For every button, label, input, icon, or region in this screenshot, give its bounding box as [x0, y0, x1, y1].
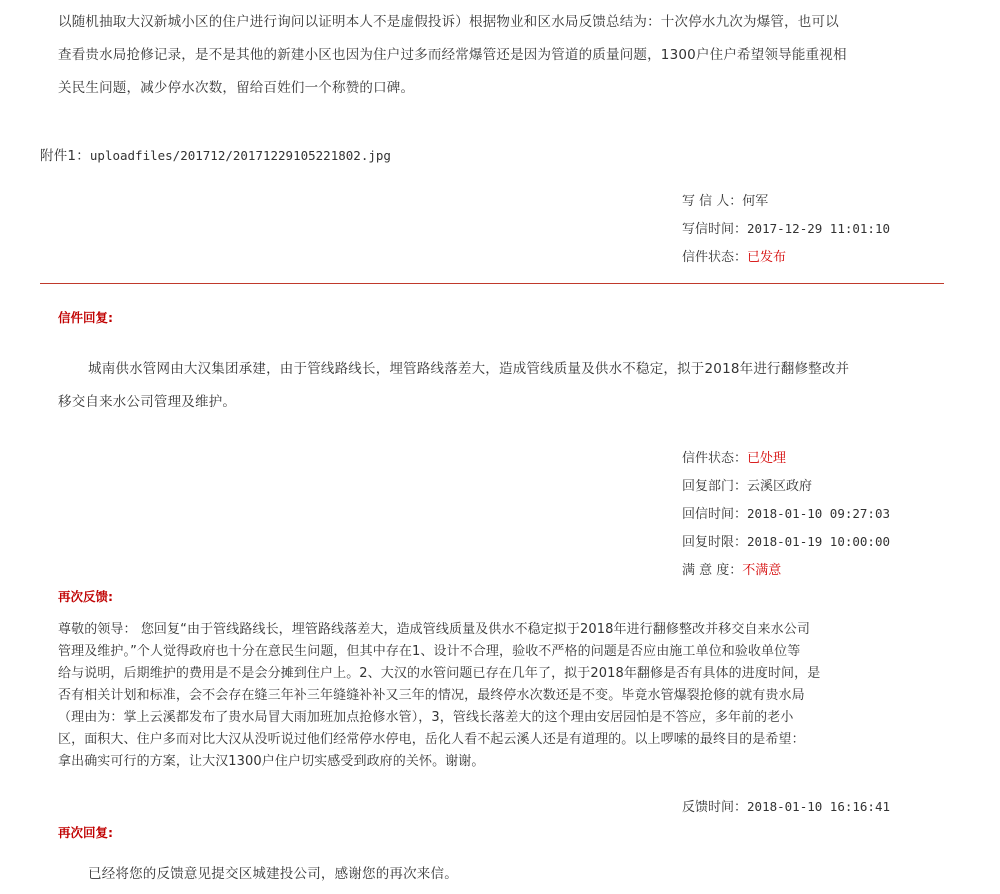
- write-time-row: [682, 218, 890, 237]
- reply-status-row: [682, 447, 786, 466]
- feedback-body-line: 尊敬的领导： 您回复“由于管线路线长，埋管路线落差大，造成管线质量及供水不稳定拟于2018年进行翻修整改并移交自来水公司: [58, 622, 810, 637]
- feedback-body-line: 管理及维护。”个人觉得政府也十分在意民生问题，但其中存在1、设计不合理，验收不严格的问题是否应由施工单位和验收单位等: [58, 644, 801, 659]
- feedback-body-line: 否有相关计划和标准，会不会存在缝三年补三年缝缝补补又三年的情况，最终停水次数还是不变。毕竟水管爆裂抢修的就有贵水局: [58, 688, 805, 703]
- section-divider: [40, 283, 944, 284]
- re-reply-body: 已经将您的反馈意见提交区城建投公司，感谢您的再次来信。: [88, 866, 458, 882]
- feedback-body-line: 给与说明，后期维护的费用是不是会分摊到住户上。2、大汉的水管问题已存在几年了，拟于2018年翻修是否有具体的进度时间，是: [58, 666, 821, 681]
- feedback-body-line: 区，面积大、住户多而对比大汉从没听说过他们经常停水停电，岳化人看不起云溪人还是有道理的。以上啰嗦的最终目的是希望：: [58, 732, 805, 747]
- letter-status-value: 已发布: [747, 250, 787, 265]
- write-time-label: 写信时间：: [682, 222, 748, 237]
- satisfaction-row: [682, 559, 781, 578]
- writer-row: [682, 190, 768, 209]
- writer-label: 写 信 人：: [682, 194, 743, 209]
- attachment-link[interactable]: uploadfiles/201712/20171229105221802.jpg: [89, 148, 391, 163]
- satisfaction-label: 满 意 度：: [682, 563, 743, 578]
- reply-title: 信件回复:: [58, 310, 113, 325]
- reply-status-value: 已处理: [747, 451, 787, 466]
- reply-deadline-row: [682, 531, 890, 550]
- reply-body-line: 城南供水管网由大汉集团承建，由于管线路线长，埋管路线落差大，造成管线质量及供水不稳定，拟于2018年进行翻修整改并: [88, 361, 850, 377]
- feedback-title: 再次反馈:: [58, 589, 113, 604]
- reply-status-label: 信件状态：: [682, 451, 748, 466]
- reply-dept-row: [682, 475, 812, 494]
- letter-status-label: 信件状态：: [682, 250, 748, 265]
- reply-dept-label: 回复部门：: [682, 479, 748, 494]
- reply-time-row: [682, 503, 890, 522]
- satisfaction-value: 不满意: [742, 563, 782, 578]
- feedback-body-line: 拿出确实可行的方案，让大汉1300户住户切实感受到政府的关怀。谢谢。: [58, 754, 485, 769]
- reply-deadline-label: 回复时限：: [682, 535, 748, 550]
- reply-body-line: 移交自来水公司管理及维护。: [58, 394, 237, 410]
- feedback-time-value: 2018-01-10 16:16:41: [747, 799, 891, 814]
- letter-body-line: 关民生问题，减少停水次数，留给百姓们一个称赞的口碑。: [58, 80, 415, 96]
- re-reply-title: 再次回复:: [58, 825, 113, 840]
- write-time-value: 2017-12-29 11:01:10: [747, 221, 891, 236]
- reply-time-value: 2018-01-10 09:27:03: [747, 506, 891, 521]
- attachment-label: 附件1：: [40, 148, 90, 164]
- writer-value: 何军: [742, 194, 769, 209]
- letter-status-row: [682, 246, 786, 265]
- letter-body-line: 查看贵水局抢修记录，是不是其他的新建小区也因为住户过多而经常爆管还是因为管道的质量问题，1300户住户希望领导能重视相: [58, 47, 847, 63]
- reply-dept-value: 云溪区政府: [747, 479, 813, 494]
- reply-deadline-value: 2018-01-19 10:00:00: [747, 534, 891, 549]
- attachment-row: [40, 144, 391, 164]
- feedback-time-row: [682, 796, 890, 815]
- letter-body-line: 以随机抽取大汉新城小区的住户进行询问以证明本人不是虚假投诉）根据物业和区水局反馈总结为：十次停水九次为爆管，也可以: [58, 14, 839, 30]
- feedback-time-label: 反馈时间：: [682, 800, 748, 815]
- feedback-body-line: （理由为：掌上云溪都发布了贵水局冒大雨加班加点抢修水管），3，管线长落差大的这个理由安居园怕是不答应，多年前的老小: [58, 710, 794, 725]
- reply-time-label: 回信时间：: [682, 507, 748, 522]
